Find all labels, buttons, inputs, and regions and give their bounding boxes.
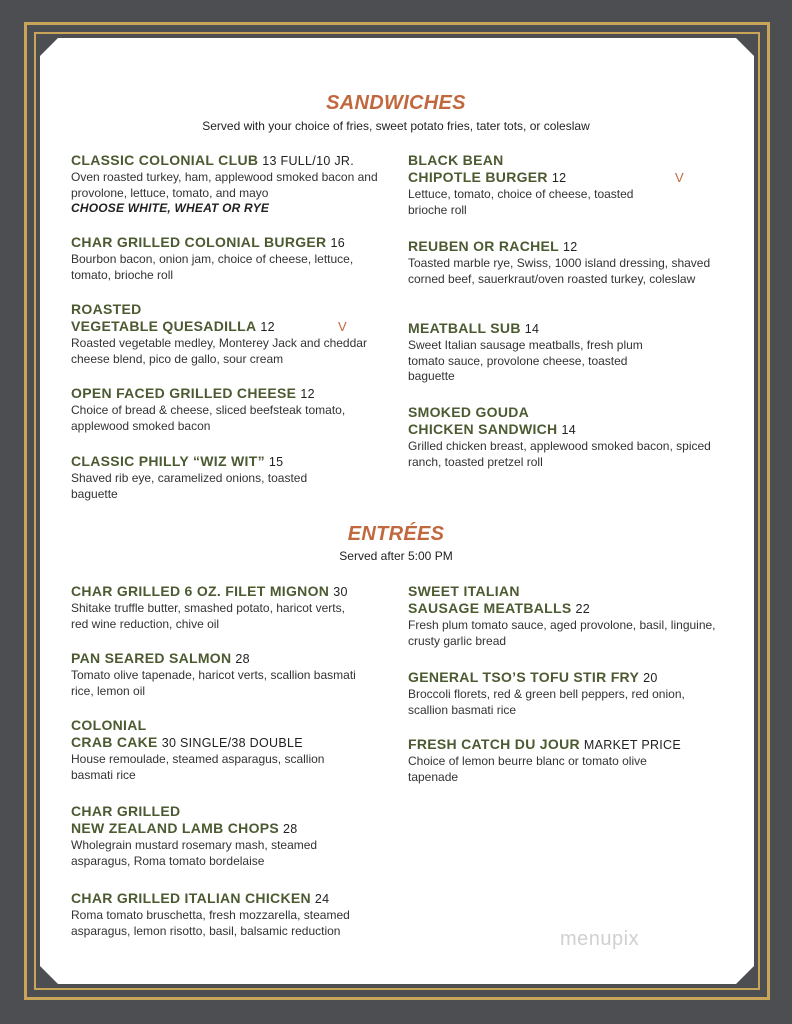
item-description: Toasted marble rye, Swiss, 1000 island dressing, shaved corned beef, sauerkraut/oven roasted turkey, coleslaw <box>408 256 711 286</box>
item-description: Sweet Italian sausage meatballs, fresh plum tomato sauce, provolone cheese, toasted baguette <box>408 338 643 383</box>
item-description: Broccoli florets, red & green bell peppers, red onion, scallion basmati rice <box>408 687 685 717</box>
menu-item-fresh-catch <box>408 736 728 785</box>
item-price: 12 <box>563 240 578 254</box>
item-name: MEATBALL SUB <box>408 320 521 336</box>
item-description: Wholegrain mustard rosemary mash, steamed asparagus, Roma tomato bordelaise <box>71 838 318 868</box>
item-name-line1: BLACK BEAN <box>408 152 504 168</box>
item-description: Fresh plum tomato sauce, aged provolone, basil, linguine, crusty garlic bread <box>408 618 716 648</box>
sandwiches-title: SANDWICHES <box>326 92 466 114</box>
menu-item-colonial-burger <box>71 234 391 283</box>
item-name: SAUSAGE MEATBALLS <box>408 600 572 616</box>
entrees-title: ENTRÉES <box>347 523 445 545</box>
item-name: CHAR GRILLED 6 OZ. FILET MIGNON <box>71 583 330 599</box>
item-description: Choice of lemon beurre blanc or tomato olive tapenade <box>408 754 647 784</box>
item-price: 28 <box>235 652 250 666</box>
item-name-line1: ROASTED <box>71 301 142 317</box>
item-name: CHAR GRILLED ITALIAN CHICKEN <box>71 890 311 906</box>
item-name-line1: SMOKED GOUDA <box>408 404 530 420</box>
menu-item-grilled-cheese <box>71 385 391 434</box>
menu-item-filet-mignon <box>71 583 391 632</box>
menu-item-classic-philly <box>71 453 391 502</box>
item-price: 16 <box>330 236 345 250</box>
menu-item-lamb-chops <box>71 803 391 869</box>
entrees-subtitle: Served after 5:00 PM <box>339 549 453 563</box>
menu-item-classic-colonial-club <box>71 152 391 217</box>
item-description: Roasted vegetable medley, Monterey Jack and cheddar cheese blend, pico de gallo, sour cream <box>71 336 367 366</box>
item-name: REUBEN OR RACHEL <box>408 238 560 254</box>
item-price: 14 <box>524 322 540 336</box>
menu-item-vegetable-quesadilla <box>71 301 391 367</box>
item-name: CHICKEN SANDWICH <box>408 421 558 437</box>
item-price: 12 <box>300 387 315 401</box>
item-name: PAN SEARED SALMON <box>71 650 232 666</box>
item-name-line1: COLONIAL <box>71 717 147 733</box>
item-description: House remoulade, steamed asparagus, scallion basmati rice <box>71 752 325 782</box>
item-price: 20 <box>643 671 658 685</box>
item-price: 14 <box>561 423 576 437</box>
menu-item-pan-seared-salmon <box>71 650 391 699</box>
vegetarian-marker: V <box>338 319 347 334</box>
item-price: 13 FULL/10 JR. <box>262 154 355 168</box>
menu-item-smoked-gouda-chicken <box>408 404 728 470</box>
item-price: 12 <box>260 320 275 334</box>
item-description: Roma tomato bruschetta, fresh mozzarella, steamed asparagus, lemon risotto, basil, balsamic reduction <box>71 908 350 938</box>
item-price: 15 <box>268 455 284 469</box>
vegetarian-marker: V <box>675 170 684 185</box>
item-price: 30 SINGLE/38 DOUBLE <box>161 736 303 750</box>
item-name-line1: SWEET ITALIAN <box>408 583 520 599</box>
menu-item-meatball-sub <box>408 320 728 385</box>
menupix-watermark: menupix <box>560 928 640 950</box>
item-name: CRAB CAKE <box>71 734 158 750</box>
item-name: CHIPOTLE BURGER <box>408 169 548 185</box>
item-description: Lettuce, tomato, choice of cheese, toasted brioche roll <box>408 187 634 217</box>
item-description: Shitake truffle butter, smashed potato, haricot verts, red wine reduction, chive oil <box>71 601 345 631</box>
item-description: Shaved rib eye, caramelized onions, toasted baguette <box>71 471 308 501</box>
item-name: OPEN FACED GRILLED CHEESE <box>71 385 297 401</box>
item-price: 24 <box>314 892 330 906</box>
item-name-line1: CHAR GRILLED <box>71 803 181 819</box>
item-description: Choice of bread & cheese, sliced beefsteak tomato, applewood smoked bacon <box>71 403 346 433</box>
item-name: CLASSIC PHILLY “WIZ WIT” <box>71 453 265 469</box>
menu-item-italian-chicken <box>71 890 391 939</box>
item-name: FRESH CATCH DU JOUR <box>408 736 580 752</box>
item-note: CHOOSE WHITE, WHEAT OR RYE <box>71 201 270 215</box>
item-price: 30 <box>333 585 348 599</box>
menu-item-tofu-stir-fry <box>408 669 728 718</box>
item-description: Tomato olive tapenade, haricot verts, scallion basmati rice, lemon oil <box>71 668 356 698</box>
item-name: CLASSIC COLONIAL CLUB <box>71 152 259 168</box>
item-price: 12 <box>551 171 567 185</box>
item-description: Oven roasted turkey, ham, applewood smoked bacon and provolone, lettuce, tomato, and mayo <box>71 170 378 200</box>
item-description: Grilled chicken breast, applewood smoked bacon, spiced ranch, toasted pretzel roll <box>408 439 711 469</box>
menu-item-reuben-or-rachel <box>408 238 728 287</box>
menu-item-sausage-meatballs <box>408 583 728 649</box>
menu-item-colonial-crab-cake <box>71 717 391 783</box>
item-price: 22 <box>575 602 591 616</box>
sandwiches-subtitle: Served with your choice of fries, sweet potato fries, tater tots, or coleslaw <box>202 119 590 133</box>
menu-item-black-bean-burger <box>408 152 728 218</box>
item-price: 28 <box>283 822 298 836</box>
item-name: NEW ZEALAND LAMB CHOPS <box>71 820 280 836</box>
item-name: VEGETABLE QUESADILLA <box>71 318 257 334</box>
item-name: GENERAL TSO’S TOFU STIR FRY <box>408 669 640 685</box>
item-price: MARKET PRICE <box>583 738 682 752</box>
item-description: Bourbon bacon, onion jam, choice of cheese, lettuce, tomato, brioche roll <box>71 252 354 282</box>
item-name: CHAR GRILLED COLONIAL BURGER <box>71 234 327 250</box>
